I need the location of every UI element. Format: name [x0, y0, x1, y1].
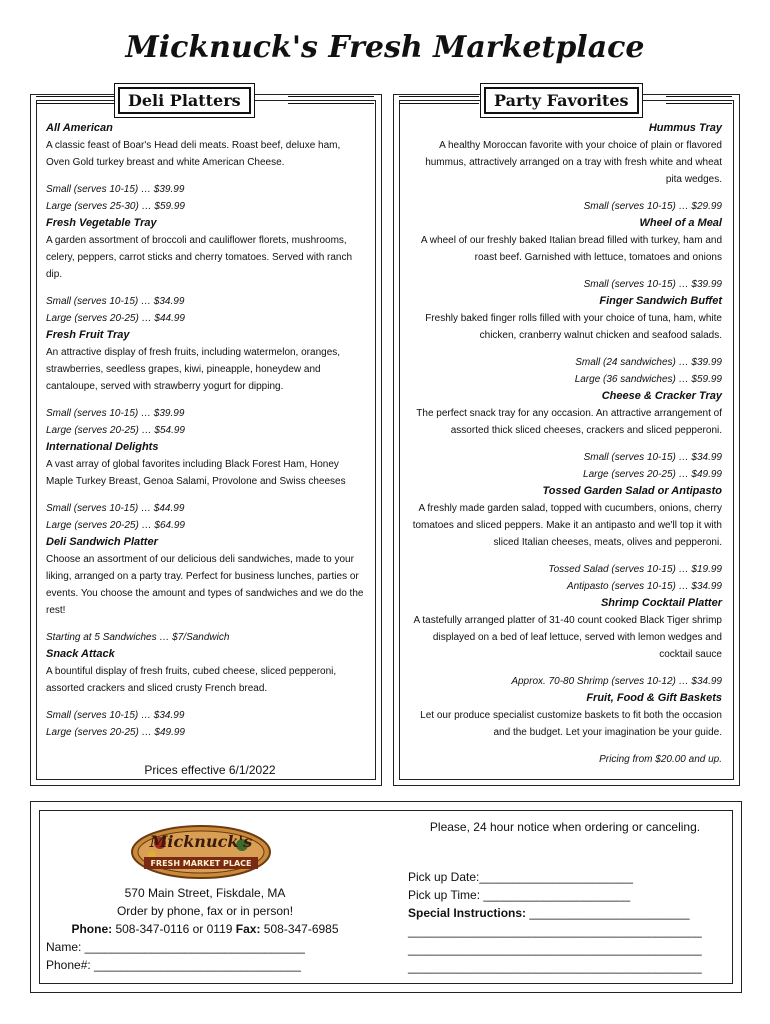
- item-price: Starting at 5 Sandwiches … $7/Sandwich: [46, 632, 230, 643]
- item-description: Choose an assortment of our delicious deli sandwiches, made to your liking, arranged on a party tray. Perfect for business lunches, parties or events. You choose the amount and types of sandwiches and we do the rest!: [46, 554, 364, 616]
- phone-field[interactable]: Phone#: _______________________________: [46, 958, 301, 972]
- pickup-fields: [408, 868, 702, 976]
- special-instructions-field[interactable]: Special Instructions: ________________________: [408, 906, 690, 920]
- item-price: Small (serves 10-15) … $39.99: [46, 408, 185, 419]
- item-price: Approx. 70-80 Shrimp (serves 10-12) … $34.99: [511, 676, 722, 687]
- item-description: A wheel of our freshly baked Italian bread filled with turkey, ham and roast beef. Garnished with lettuce, tomatoes and onions: [420, 235, 722, 263]
- customer-fields: [46, 938, 305, 974]
- item-name: Shrimp Cocktail Platter: [600, 597, 722, 609]
- item-price: Large (serves 20-25) … $64.99: [46, 520, 185, 531]
- item-description: A vast array of global favorites including Black Forest Ham, Honey Maple Turkey Breast, Genoa Salami, Provolone and Swiss cheeses: [46, 459, 346, 487]
- item-description: A healthy Moroccan favorite with your choice of plain or flavored hummus, attractively arranged on a tray with fresh white and wheat pita wedges.: [425, 140, 722, 185]
- item-price: Large (serves 25-30) … $59.99: [46, 201, 185, 212]
- item-name: All American: [46, 122, 113, 134]
- item-name: Wheel of a Meal: [639, 217, 722, 229]
- party-items-list: [408, 120, 722, 768]
- item-name: Tossed Garden Salad or Antipasto: [542, 485, 722, 497]
- item-description: Freshly baked finger rolls filled with your choice of tuna, ham, white chicken, cranberry walnut chicken and seafood salads.: [425, 313, 722, 341]
- menu-item: [408, 120, 722, 215]
- item-description: The perfect snack tray for any occasion. An attractive arrangement of assorted thick sliced cheeses, crackers and sliced pepperoni.: [416, 408, 722, 436]
- item-description: A garden assortment of broccoli and cauliflower florets, mushrooms, celery, peppers, carrot sticks and cherry tomatoes. Served with ranch dip.: [46, 235, 353, 280]
- item-name: Finger Sandwich Buffet: [599, 295, 722, 307]
- menu-item: [46, 534, 364, 646]
- divider: [399, 96, 479, 104]
- item-price: Large (serves 20-25) … $49.99: [46, 727, 185, 738]
- party-favorites-header: Party Favorites: [484, 87, 639, 114]
- item-price: Small (serves 10-15) … $29.99: [583, 201, 722, 212]
- item-price: Small (serves 10-15) … $34.99: [46, 710, 185, 721]
- item-price: Antipasto (serves 10-15) … $34.99: [566, 581, 722, 592]
- prices-effective: Prices effective 6/1/2022: [144, 763, 276, 777]
- menu-item: [408, 483, 722, 595]
- instructions-line[interactable]: ____________________________________________: [408, 924, 702, 938]
- divider: [288, 96, 374, 104]
- item-name: Fresh Vegetable Tray: [46, 217, 157, 229]
- menu-item: [46, 215, 364, 327]
- menu-item: [408, 388, 722, 483]
- menu-item: [46, 439, 364, 534]
- item-price: Large (serves 20-25) … $44.99: [46, 313, 185, 324]
- deli-platters-header: Deli Platters: [118, 87, 251, 114]
- instructions-line[interactable]: ____________________________________________: [408, 942, 702, 956]
- menu-item: [46, 327, 364, 439]
- item-name: Fresh Fruit Tray: [46, 329, 130, 341]
- menu-item: [46, 646, 364, 741]
- order-methods: Order by phone, fax or in person!: [116, 904, 294, 918]
- item-name: Cheese & Cracker Tray: [601, 390, 722, 402]
- notice-text: Please, 24 hour notice when ordering or canceling.: [429, 820, 701, 834]
- deli-items-list: [46, 120, 364, 741]
- item-description: A freshly made garden salad, topped with cucumbers, onions, cherry tomatoes and sliced peppers. Make it an antipasto and we'll top it with sliced Italian cheeses, meats, olives and pepperoni.: [412, 503, 722, 548]
- item-description: An attractive display of fresh fruits, including watermelon, oranges, strawberries, seedless grapes, kiwi, pineapple, honeydew and cantaloupe, served with strawberry yogurt for dipping.: [46, 347, 341, 392]
- menu-item: [46, 120, 364, 215]
- phone-fax: Phone: 508-347-0116 or 0119 Fax: 508-347-6985: [71, 922, 339, 936]
- item-price: Small (serves 10-15) … $44.99: [46, 503, 185, 514]
- menu-item: [408, 690, 722, 768]
- menu-item: [408, 595, 722, 690]
- item-description: Let our produce specialist customize baskets to fit both the occasion and the budget. Let your imagination be your guide.: [420, 710, 722, 738]
- item-description: A tastefully arranged platter of 31-40 count cooked Black Tiger shrimp displayed on a bed of leaf lettuce, served with lemon wedges and cocktail sauce: [413, 615, 722, 660]
- store-address: 570 Main Street, Fiskdale, MA: [124, 886, 286, 900]
- item-price: Large (serves 20-25) … $49.99: [583, 469, 722, 480]
- item-price: Small (serves 10-15) … $34.99: [46, 296, 185, 307]
- divider: [36, 96, 116, 104]
- item-price: Small (serves 10-15) … $39.99: [46, 184, 185, 195]
- divider: [666, 96, 732, 104]
- item-name: Hummus Tray: [648, 122, 722, 134]
- item-price: Tossed Salad (serves 10-15) … $19.99: [548, 564, 722, 575]
- store-contact: [40, 884, 370, 938]
- logo-subtext: FRESH MARKET PLACE: [150, 859, 252, 868]
- store-logo: [130, 823, 272, 881]
- pickup-time-field[interactable]: Pick up Time: ______________________: [408, 888, 631, 902]
- item-description: A classic feast of Boar's Head deli meats. Roast beef, deluxe ham, Oven Gold turkey breast and white American Cheese.: [46, 140, 341, 168]
- item-name: Fruit, Food & Gift Baskets: [586, 692, 722, 704]
- item-name: Snack Attack: [46, 648, 115, 660]
- name-field[interactable]: Name: _________________________________: [46, 940, 305, 954]
- item-price: Small (serves 10-15) … $39.99: [583, 279, 722, 290]
- item-price: Large (serves 20-25) … $54.99: [46, 425, 185, 436]
- pickup-date-field[interactable]: Pick up Date:_______________________: [408, 870, 633, 884]
- menu-item: [408, 293, 722, 388]
- item-price: Pricing from $20.00 and up.: [599, 754, 722, 765]
- instructions-line[interactable]: ____________________________________________: [408, 960, 702, 974]
- menu-item: [408, 215, 722, 293]
- item-description: A bountiful display of fresh fruits, cubed cheese, sliced pepperoni, assorted crackers and sliced crusty French bread.: [46, 666, 337, 694]
- item-price: Small (24 sandwiches) … $39.99: [575, 357, 722, 368]
- page-title: Micknuck's Fresh Marketplace: [125, 30, 645, 65]
- item-name: International Delights: [46, 441, 159, 453]
- item-price: Small (serves 10-15) … $34.99: [583, 452, 722, 463]
- item-name: Deli Sandwich Platter: [46, 536, 158, 548]
- logo-text: Micknuck's: [149, 832, 253, 851]
- item-price: Large (36 sandwiches) … $59.99: [574, 374, 722, 385]
